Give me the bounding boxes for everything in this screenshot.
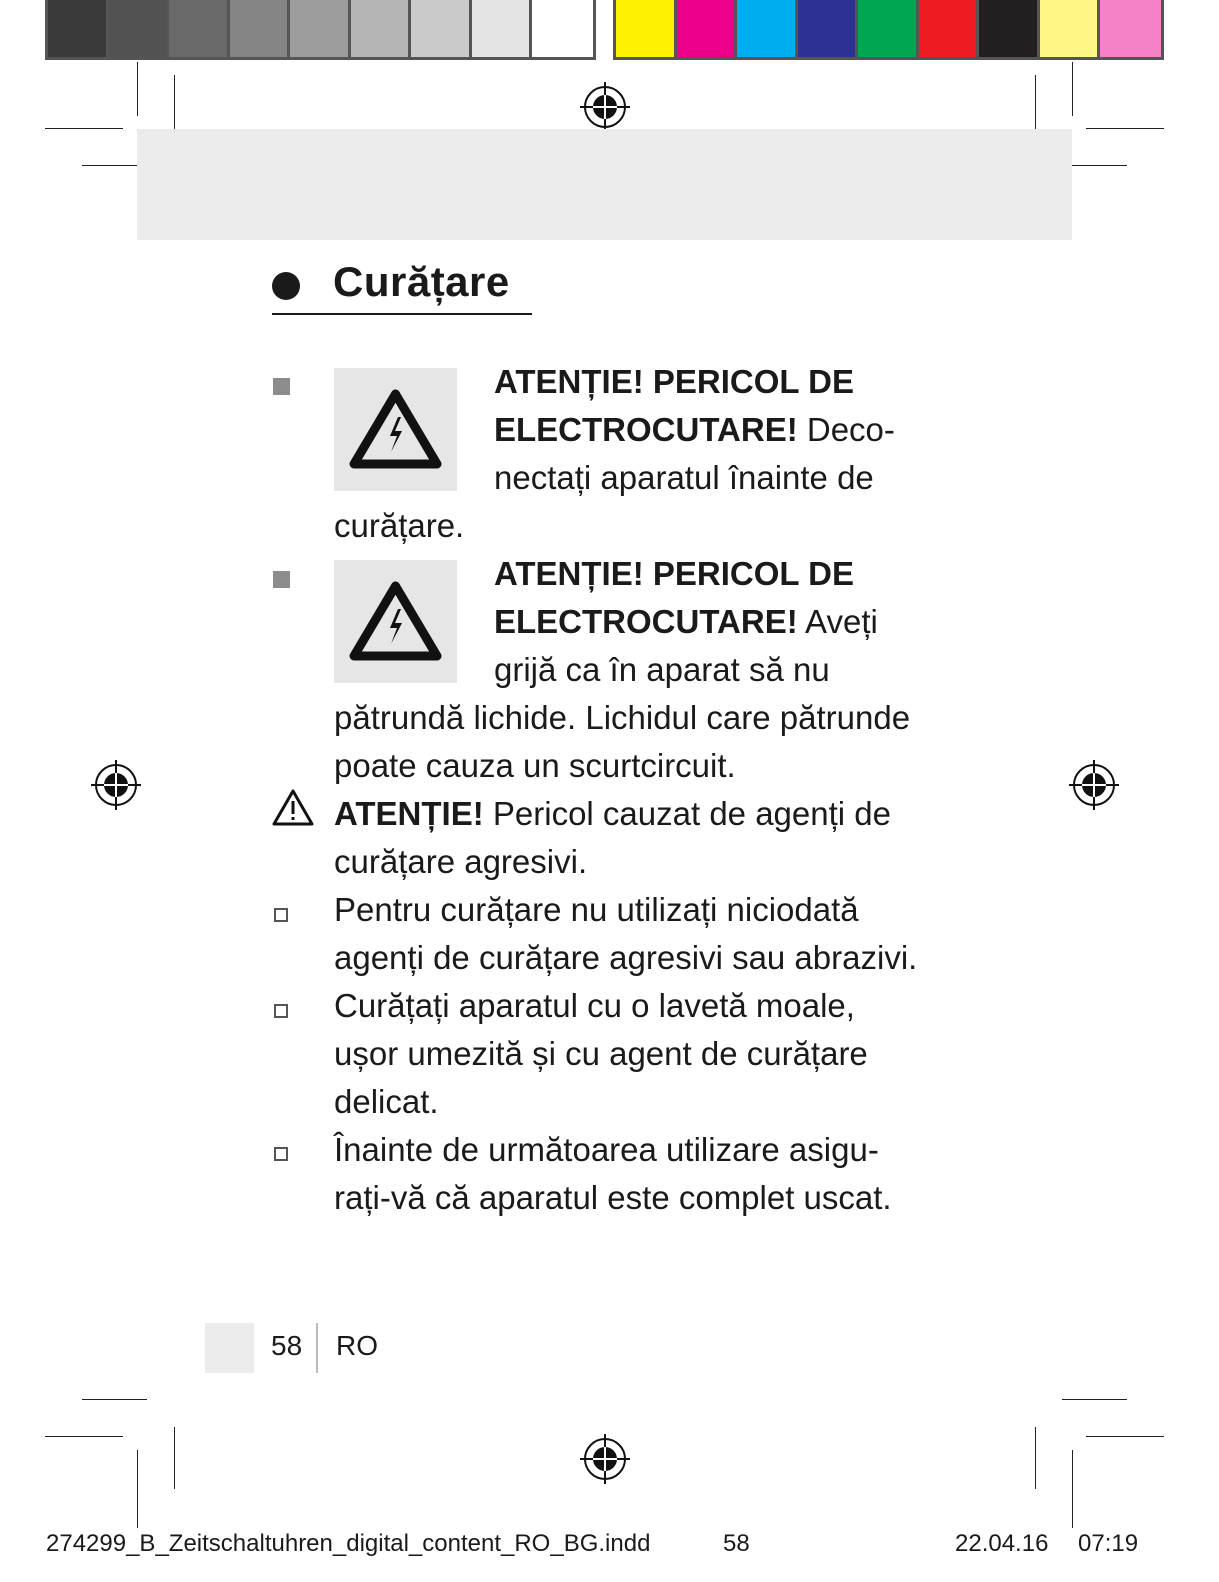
warning-box: [334, 560, 457, 683]
color-swatch: [109, 0, 170, 57]
color-swatch: [351, 0, 412, 57]
warning-1-line-2-rest: Deco-: [797, 411, 895, 448]
process-color-bar: [613, 0, 1164, 60]
color-swatch: [677, 0, 738, 57]
warning-2-line-1: ATENȚIE! PERICOL DE: [494, 555, 854, 592]
color-swatch: [798, 0, 859, 57]
step-2-line-2: ușor umezită și cu agent de curățare: [334, 1035, 868, 1072]
registration-mark-icon: [91, 760, 141, 810]
language-code: RO: [336, 1330, 378, 1361]
color-swatch: [472, 0, 533, 57]
color-swatch: [290, 0, 351, 57]
step-1-line-1: Pentru curățare nu utilizați niciodată: [334, 891, 859, 928]
warning-2-line-2: [494, 598, 878, 646]
caution-line-1: [334, 790, 891, 838]
crop-mark: [174, 75, 175, 137]
crop-mark: [137, 1450, 138, 1528]
color-swatch: [230, 0, 291, 57]
slug-date: 22.04.16: [955, 1530, 1049, 1557]
crop-mark: [1062, 1399, 1127, 1400]
caution-label: ATENȚIE!: [334, 795, 484, 832]
warning-1-line-2: [494, 406, 895, 454]
page-number-box: [205, 1323, 254, 1373]
crop-mark: [45, 128, 123, 129]
header-band: [137, 129, 1072, 240]
color-swatch: [858, 0, 919, 57]
section-title: Curățare: [333, 258, 510, 305]
slug-time: 07:19: [1078, 1530, 1139, 1557]
title-bullet: [272, 272, 300, 300]
warning-triangle-icon: [271, 788, 315, 828]
crop-mark: [1072, 1450, 1073, 1528]
crop-mark: [174, 1427, 175, 1489]
square-bullet: [273, 571, 290, 588]
checkbox-bullet: [274, 908, 288, 922]
warning-1-line-1: ATENȚIE! PERICOL DE: [494, 363, 854, 400]
color-swatch: [411, 0, 472, 57]
slug-page: 58: [723, 1530, 750, 1557]
page-number: 58: [271, 1330, 303, 1361]
step-1-line-2: agenți de curățare agresivi sau abrazivi.: [334, 939, 918, 976]
color-swatch: [616, 0, 677, 57]
crop-mark: [1035, 75, 1036, 137]
caution-line-2: curățare agresivi.: [334, 843, 588, 880]
color-swatch: [737, 0, 798, 57]
title-underline: [272, 313, 532, 315]
warning-1-line-4: curățare.: [334, 507, 465, 544]
color-swatch: [979, 0, 1040, 57]
high-voltage-warning-icon: [334, 560, 457, 683]
crop-mark: [82, 1399, 147, 1400]
caution-line-1-rest: Pericol cauzat de agenți de: [483, 795, 891, 832]
color-swatch: [48, 0, 109, 57]
color-swatch: [169, 0, 230, 57]
warning-1-line-3: nectați aparatul înainte de: [494, 459, 874, 496]
checkbox-bullet: [274, 1004, 288, 1018]
crop-mark: [137, 62, 138, 116]
crop-mark: [1086, 128, 1164, 129]
step-2-line-1: Curățați aparatul cu o lavetă moale,: [334, 987, 855, 1024]
crop-mark: [45, 1436, 123, 1437]
step-2-line-3: delicat.: [334, 1083, 439, 1120]
step-3-line-1: Înainte de următoarea utilizare asigu-: [334, 1131, 879, 1168]
high-voltage-warning-icon: [334, 368, 457, 491]
crop-mark: [1072, 62, 1073, 116]
warning-2-line-2-rest: Aveți: [797, 603, 878, 640]
registration-mark-icon: [580, 1434, 630, 1484]
warning-box: [334, 368, 457, 491]
page-separator: [316, 1323, 318, 1373]
color-swatch: [919, 0, 980, 57]
slug-filename: 274299_B_Zeitschaltuhren_digital_content_RO_BG.indd: [46, 1530, 651, 1557]
warning-2-line-3: grijă ca în aparat să nu: [494, 651, 830, 688]
grayscale-color-bar: [45, 0, 596, 60]
crop-mark: [1035, 1427, 1036, 1489]
registration-mark-icon: [580, 82, 630, 132]
color-swatch: [1100, 0, 1161, 57]
color-swatch: [532, 0, 593, 57]
square-bullet: [273, 378, 290, 395]
color-swatch: [1040, 0, 1101, 57]
crop-mark: [1086, 1436, 1164, 1437]
warning-2-line-4: pătrundă lichide. Lichidul care pătrunde: [334, 699, 911, 736]
warning-1-bold-end: ELECTROCUTARE!: [494, 411, 798, 448]
warning-2-bold-end: ELECTROCUTARE!: [494, 603, 798, 640]
warning-2-line-5: poate cauza un scurtcircuit.: [334, 747, 736, 784]
step-3-line-2: rați-vă că aparatul este complet uscat.: [334, 1179, 892, 1216]
checkbox-bullet: [274, 1147, 288, 1161]
registration-mark-icon: [1069, 760, 1119, 810]
